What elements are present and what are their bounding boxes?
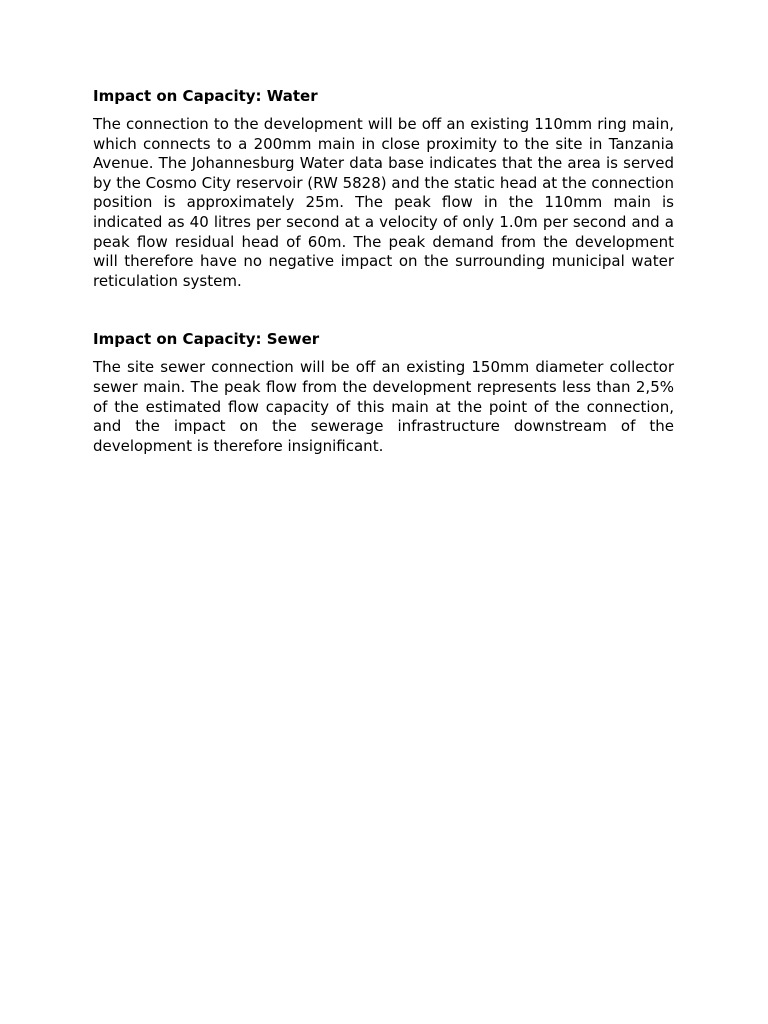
section-heading-sewer: Impact on Capacity: Sewer xyxy=(93,330,320,349)
section-sewer-capacity xyxy=(93,329,674,456)
section-spacer xyxy=(93,291,674,329)
document-page xyxy=(93,86,674,456)
section-heading-water: Impact on Capacity: Water xyxy=(93,87,318,105)
section-body-sewer: The site sewer connection will be off an existing 150mm diameter collector sewer main. The peak flow from the development represents less than 2,5% of the estimated flow capacity of this main at the point of the connection, and the impact on the sewerage infrastructure downstream of the development is therefore insignificant. xyxy=(93,358,674,455)
section-water-capacity xyxy=(93,86,674,291)
section-body-water: The connection to the development will be off an existing 110mm ring main, which connects to a 200mm main in close proximity to the site in Tanzania Avenue. The Johannesburg Water data base indicates that the area is served by the Cosmo City reservoir (RW 5828) and the static head at the connection position is approximately 25m. The peak flow in the 110mm main is indicated as 40 litres per second at a velocity of only 1.0m per second and a peak flow residual head of 60m. The peak demand from the development will therefore have no negative impact on the surrounding municipal water reticulation system. xyxy=(93,115,674,290)
